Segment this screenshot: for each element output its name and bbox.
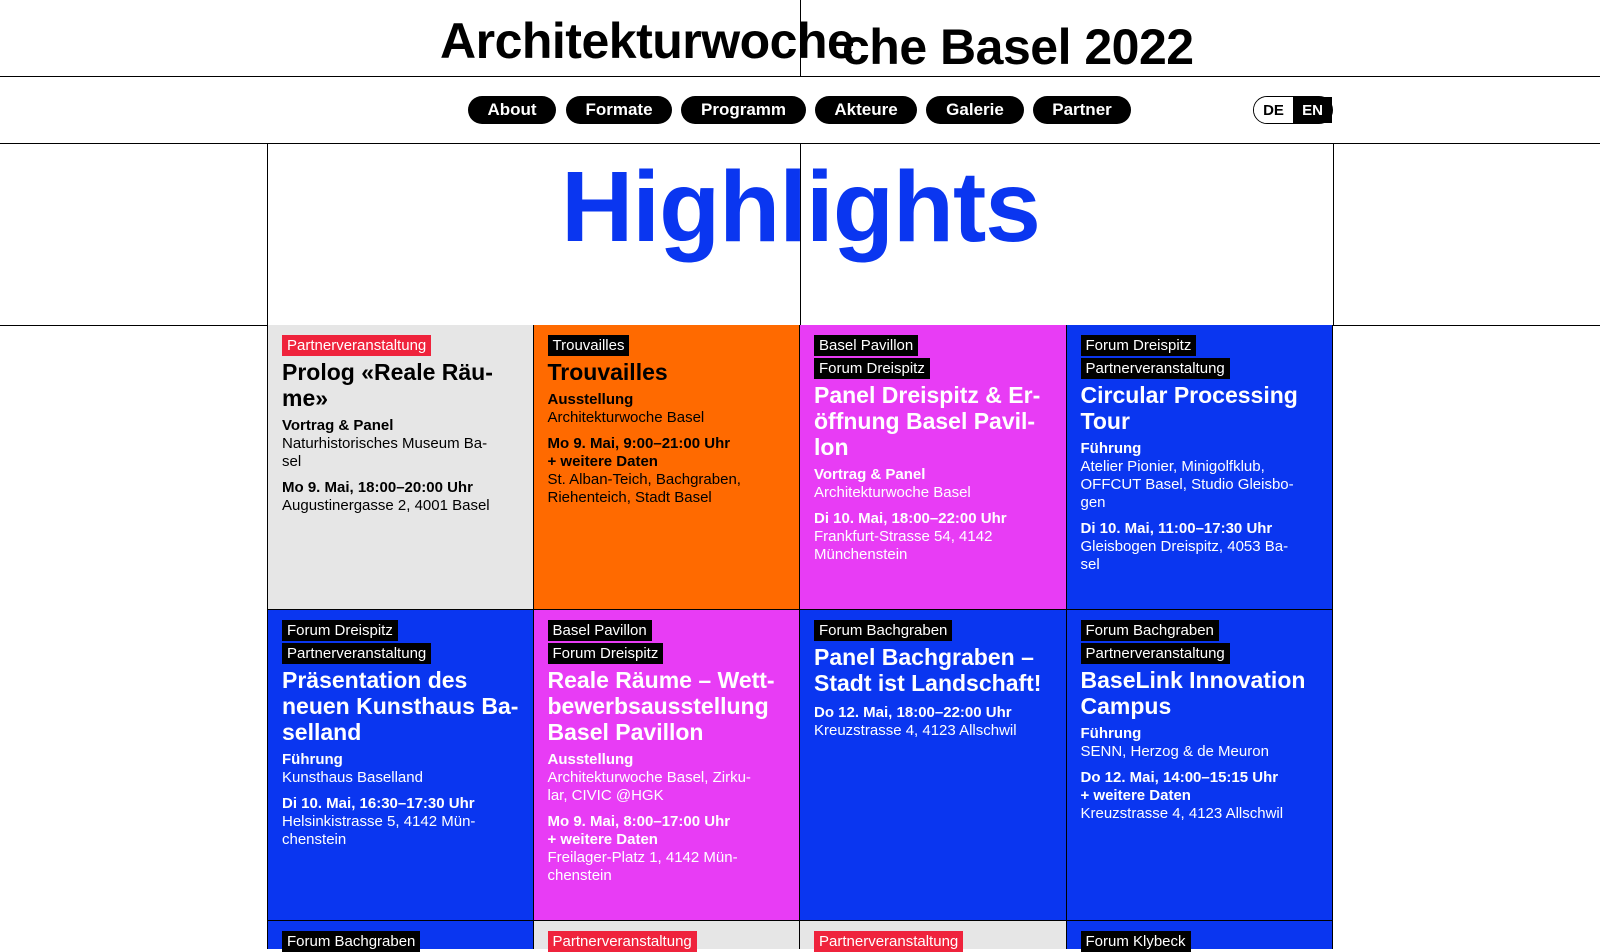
card-address-line: Riehenteich, Stadt Basel — [547, 489, 712, 506]
card-date — [282, 795, 519, 813]
event-card[interactable] — [534, 921, 801, 949]
card-title — [814, 644, 1052, 696]
card-date — [814, 510, 1052, 528]
card-address — [282, 497, 519, 515]
card-title-line: selland — [282, 719, 362, 745]
card-date — [1081, 769, 1319, 805]
event-card[interactable] — [1067, 325, 1334, 610]
card-tags — [1081, 335, 1319, 379]
card-organizer-line: Architekturwoche Basel — [547, 409, 705, 426]
card-tags — [814, 620, 1052, 641]
page-title: Highlights — [561, 151, 1040, 263]
card-tags — [282, 620, 519, 664]
card-tags — [548, 335, 786, 356]
nav-formate[interactable]: Formate — [566, 96, 672, 124]
event-card[interactable] — [800, 325, 1067, 610]
card-address — [548, 849, 786, 885]
card-tags — [1081, 620, 1319, 664]
card-title — [282, 359, 519, 411]
card-tag[interactable]: Partnerveranstaltung — [1081, 358, 1230, 379]
nav-programm[interactable]: Programm — [681, 96, 806, 124]
card-title-line: bewerbsausstellung — [547, 693, 769, 719]
card-organizer — [282, 769, 519, 787]
card-title-line: Tour — [1080, 408, 1130, 434]
card-tag[interactable]: Forum Dreispitz — [548, 643, 664, 664]
card-tags — [282, 335, 519, 356]
card-title — [548, 667, 786, 745]
card-organizer-line: Architekturwoche Basel, Zirku- — [547, 769, 751, 786]
card-date — [548, 435, 786, 471]
card-date-line: + weitere Daten — [1080, 787, 1191, 804]
card-title-line: Campus — [1080, 693, 1172, 719]
card-type: Vortrag & Panel — [814, 466, 926, 483]
card-title-line: BaseLink Innovation — [1080, 667, 1306, 693]
card-organizer — [814, 484, 1052, 502]
card-type: Vortrag & Panel — [282, 417, 394, 434]
card-type: Führung — [282, 751, 343, 768]
site-title[interactable] — [0, 12, 1600, 82]
card-organizer — [548, 769, 786, 805]
card-address — [282, 813, 519, 849]
card-tags — [814, 335, 1052, 379]
card-address-line: sel — [1080, 556, 1100, 573]
card-address — [1081, 538, 1319, 574]
card-title — [1081, 382, 1319, 434]
event-card[interactable] — [534, 325, 801, 610]
card-date — [548, 813, 786, 849]
event-card[interactable] — [267, 921, 534, 949]
main-nav — [0, 96, 1600, 126]
card-address-line: Helsinkistrasse 5, 4142 Mün- — [282, 813, 476, 830]
card-address-line: Freilager-Platz 1, 4142 Mün- — [547, 849, 738, 866]
card-tag[interactable]: Partnerveranstaltung — [548, 931, 697, 952]
event-card[interactable] — [534, 610, 801, 921]
card-tags — [814, 931, 1052, 952]
card-tags — [282, 931, 519, 952]
card-tag[interactable]: Forum Dreispitz — [282, 620, 398, 641]
card-address-line: chenstein — [282, 831, 347, 848]
card-date-line: + weitere Daten — [547, 831, 658, 848]
card-title-line: Panel Dreispitz & Er- — [814, 382, 1041, 408]
card-tag[interactable]: Forum Dreispitz — [1081, 335, 1197, 356]
lang-de[interactable]: DE — [1254, 97, 1293, 123]
card-tags — [1081, 931, 1319, 952]
card-address — [548, 471, 786, 507]
card-title-line: neuen Kunsthaus Ba- — [282, 693, 519, 719]
event-card[interactable] — [1067, 610, 1334, 921]
card-organizer-line: Naturhistorisches Museum Ba- — [282, 435, 488, 452]
card-tag[interactable]: Partnerveranstaltung — [814, 931, 963, 952]
card-address-line: Kreuzstrasse 4, 4123 Allschwil — [814, 722, 1017, 739]
card-organizer-line: gen — [1080, 494, 1106, 511]
site-title-right: che Basel 2022 — [842, 19, 1194, 75]
card-date-line: Mo 9. Mai, 9:00–21:00 Uhr — [547, 435, 731, 452]
card-date-line: Do 12. Mai, 18:00–22:00 Uhr — [814, 704, 1012, 721]
card-date-line: Do 12. Mai, 14:00–15:15 Uhr — [1080, 769, 1279, 786]
card-title-line: öffnung Basel Pavil- — [814, 408, 1036, 434]
card-title-line: Panel Bachgraben – — [814, 644, 1034, 670]
card-date-line: Di 10. Mai, 16:30–17:30 Uhr — [282, 795, 475, 812]
language-switch — [1253, 96, 1333, 124]
card-organizer-line: Kunsthaus Baselland — [282, 769, 423, 786]
nav-partner[interactable]: Partner — [1033, 96, 1131, 124]
card-type: Führung — [1080, 725, 1142, 742]
card-date-line: + weitere Daten — [547, 453, 658, 470]
nav-akteure[interactable]: Akteure — [815, 96, 917, 124]
nav-about[interactable]: About — [468, 96, 556, 124]
card-organizer-line: Architekturwoche Basel — [814, 484, 971, 501]
card-date — [282, 479, 519, 497]
card-title-line: Reale Räume – Wett- — [547, 667, 775, 693]
grid-right-line — [1333, 143, 1334, 325]
card-tags — [548, 931, 786, 952]
card-address-line: chenstein — [547, 867, 612, 884]
card-type: Ausstellung — [547, 751, 634, 768]
card-title-line: lon — [814, 434, 849, 460]
card-tag[interactable]: Forum Dreispitz — [814, 358, 930, 379]
card-organizer — [1081, 458, 1319, 512]
card-organizer-line: SENN, Herzog & de Meuron — [1080, 743, 1269, 760]
card-address — [1081, 805, 1319, 823]
card-organizer — [1081, 743, 1319, 761]
card-tag[interactable]: Trouvailles — [548, 335, 630, 356]
card-title — [548, 359, 786, 385]
event-card[interactable] — [267, 610, 534, 921]
event-card[interactable] — [1067, 921, 1334, 949]
event-card[interactable] — [800, 921, 1067, 949]
card-address — [814, 722, 1052, 740]
card-organizer-line: sel — [282, 453, 302, 470]
card-date-line: Di 10. Mai, 18:00–22:00 Uhr — [814, 510, 1007, 527]
card-title-line: me» — [282, 385, 329, 411]
card-tag[interactable]: Partnerveranstaltung — [1081, 643, 1230, 664]
card-title — [1081, 667, 1319, 719]
card-type: Führung — [1080, 440, 1142, 457]
card-tag[interactable]: Basel Pavillon — [814, 335, 918, 356]
card-tag[interactable]: Forum Bachgraben — [1081, 620, 1219, 641]
card-date-line: Mo 9. Mai, 8:00–17:00 Uhr — [547, 813, 731, 830]
card-organizer — [548, 409, 786, 427]
card-address-line: Frankfurt-Strasse 54, 4142 — [814, 528, 993, 545]
card-title — [814, 382, 1052, 460]
event-card[interactable] — [800, 610, 1067, 921]
card-date — [814, 704, 1052, 722]
card-address-line: Gleisbogen Dreispitz, 4053 Ba- — [1080, 538, 1289, 555]
card-tag[interactable]: Partnerveranstaltung — [282, 643, 431, 664]
card-tag[interactable]: Forum Bachgraben — [282, 931, 420, 952]
lang-en[interactable]: EN — [1293, 97, 1332, 123]
card-title-line: Basel Pavillon — [547, 719, 704, 745]
card-organizer-line: lar, CIVIC @HGK — [547, 787, 664, 804]
card-address-line: St. Alban-Teich, Bachgraben, — [547, 471, 741, 488]
card-address-line: Kreuzstrasse 4, 4123 Allschwil — [1080, 805, 1284, 822]
card-date-line: Mo 9. Mai, 18:00–20:00 Uhr — [282, 479, 473, 496]
card-tag[interactable]: Partnerveranstaltung — [282, 335, 431, 356]
card-organizer-line: OFFCUT Basel, Studio Gleisbo- — [1080, 476, 1294, 493]
card-title-line: Trouvailles — [547, 359, 668, 385]
card-address — [814, 528, 1052, 564]
card-type: Ausstellung — [547, 391, 634, 408]
card-tags — [548, 620, 786, 664]
card-title — [282, 667, 519, 745]
card-date — [1081, 520, 1319, 538]
card-organizer-line: Atelier Pionier, Minigolfklub, — [1080, 458, 1265, 475]
nav-galerie[interactable]: Galerie — [926, 96, 1024, 124]
card-title-line: Prolog «Reale Räu- — [282, 359, 493, 385]
card-address-line: Münchenstein — [814, 546, 908, 563]
event-card[interactable] — [267, 325, 534, 610]
card-organizer — [282, 435, 519, 471]
card-tag[interactable]: Basel Pavillon — [548, 620, 652, 641]
card-title-line: Präsentation des — [282, 667, 468, 693]
card-title-line: Circular Processing — [1080, 382, 1298, 408]
card-tag[interactable]: Forum Klybeck — [1081, 931, 1191, 952]
card-tag[interactable]: Forum Bachgraben — [814, 620, 952, 641]
card-address-line: Augustinergasse 2, 4001 Basel — [282, 497, 490, 514]
card-title-line: Stadt ist Landschaft! — [814, 670, 1042, 696]
site-title-left: Architekturwoche — [440, 13, 855, 69]
card-date-line: Di 10. Mai, 11:00–17:30 Uhr — [1080, 520, 1273, 537]
